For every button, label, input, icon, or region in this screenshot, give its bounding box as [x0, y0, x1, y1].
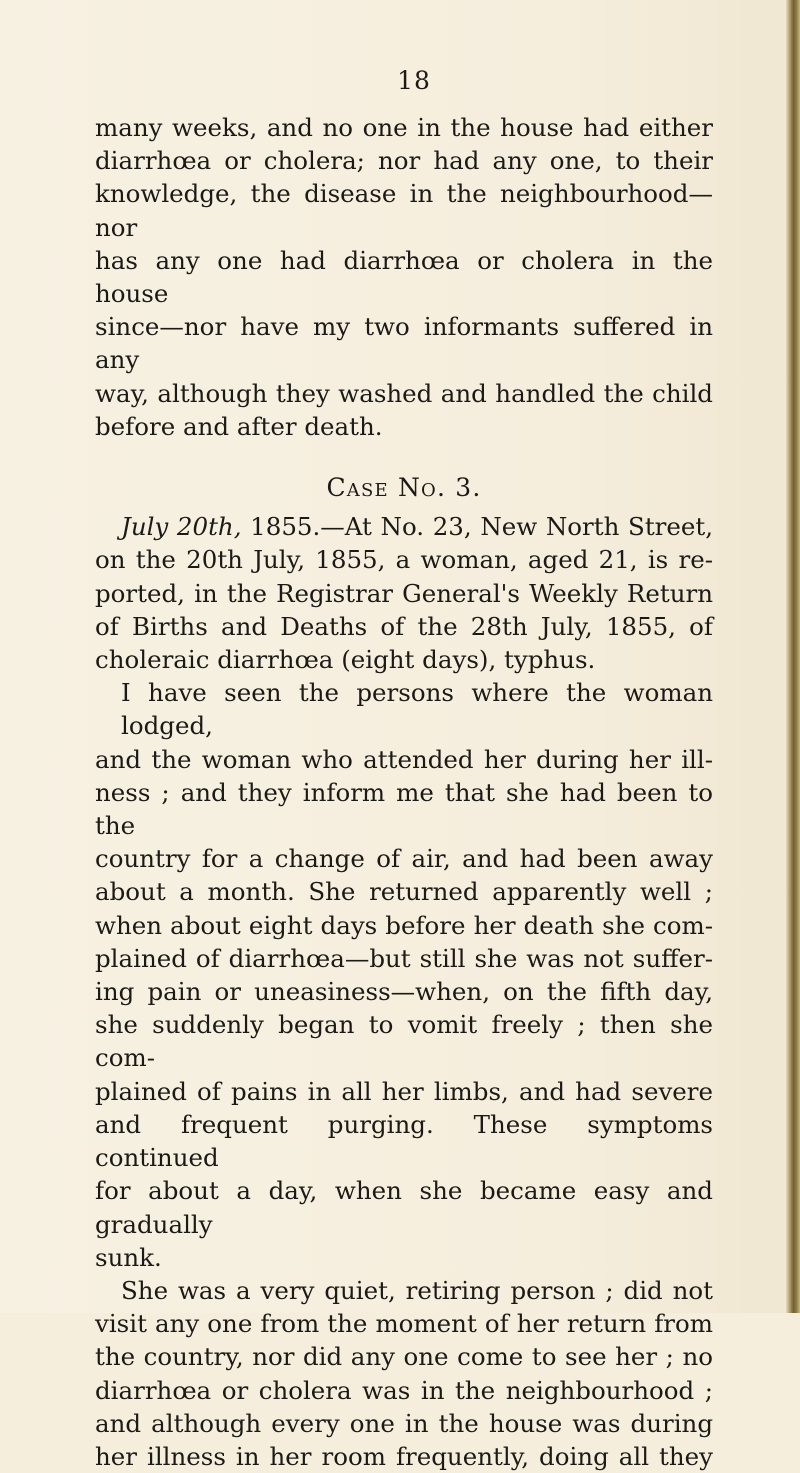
text-line: has any one had diarrhœa or cholera in the house	[95, 245, 713, 309]
text-line: since—nor have my two informants suffered in any	[95, 312, 713, 375]
text-line: She was a very quiet, retiring person ; did not	[121, 1275, 713, 1305]
text-line: ness ; and they inform me that she had been to the	[95, 777, 713, 841]
text-line: before and after death.	[95, 411, 383, 441]
text-line: about a month. She returned apparently well ;	[95, 877, 713, 907]
paragraph-case-date	[95, 510, 713, 676]
text-line: the country, nor did any one come to see her ; no	[95, 1342, 713, 1372]
text-line	[95, 510, 713, 543]
text-line: on the 20th July, 1855, a woman, aged 21, is re-	[95, 545, 713, 575]
text-line: and the woman who attended her during her ill-	[95, 744, 713, 774]
text-line: knowledge, the disease in the neighbourhood—nor	[95, 179, 713, 242]
text-line: country for a change of air, and had been away	[95, 844, 713, 874]
text-line: choleraic diarrhœa (eight days), typhus.	[95, 645, 596, 675]
text-line: ported, in the Registrar General's Weekly Return	[95, 578, 713, 608]
paragraph-informants	[95, 676, 713, 1274]
text-line: her illness in her room frequently, doing all they	[95, 1441, 713, 1471]
page-number: 18	[397, 66, 431, 95]
text-line: for about a day, when she became easy and gradually	[95, 1176, 713, 1239]
text-line: diarrhœa or cholera was in the neighbourhood ;	[95, 1375, 713, 1405]
text-line: she suddenly began to vomit freely ; then she com-	[95, 1010, 713, 1073]
text-line: I have seen the persons where the woman lodged,	[121, 678, 713, 741]
text-line: sunk.	[95, 1242, 162, 1272]
text-line: when about eight days before her death she com-	[95, 910, 713, 940]
text-line: and frequent purging. These symptoms continued	[95, 1109, 713, 1173]
text-line: way, although they washed and handled the child	[95, 378, 713, 408]
case-date-rest: 1855.—At No. 23, New North Street,	[241, 512, 714, 542]
section-heading: Case No. 3.	[326, 473, 482, 503]
paragraph-quiet-person	[95, 1274, 713, 1473]
text-line: of Births and Deaths of the 28th July, 1855, of	[95, 611, 713, 641]
page-edge-shadow	[786, 0, 800, 1313]
case-date: July 20th,	[121, 512, 242, 542]
text-line: visit any one from the moment of her return from	[95, 1309, 713, 1339]
text-line: plained of pains in all her limbs, and had severe	[95, 1076, 713, 1106]
text-line: plained of diarrhœa—but still she was not suffer-	[95, 943, 713, 973]
text-line: ing pain or uneasiness—when, on the fifth day,	[95, 977, 713, 1007]
paragraph-continuation	[95, 111, 713, 443]
body-text	[95, 111, 713, 1473]
text-line: many weeks, and no one in the house had either	[95, 113, 713, 142]
text-line: diarrhœa or cholera; nor had any one, to their	[95, 146, 713, 176]
text-line: and although every one in the house was during	[95, 1408, 713, 1438]
